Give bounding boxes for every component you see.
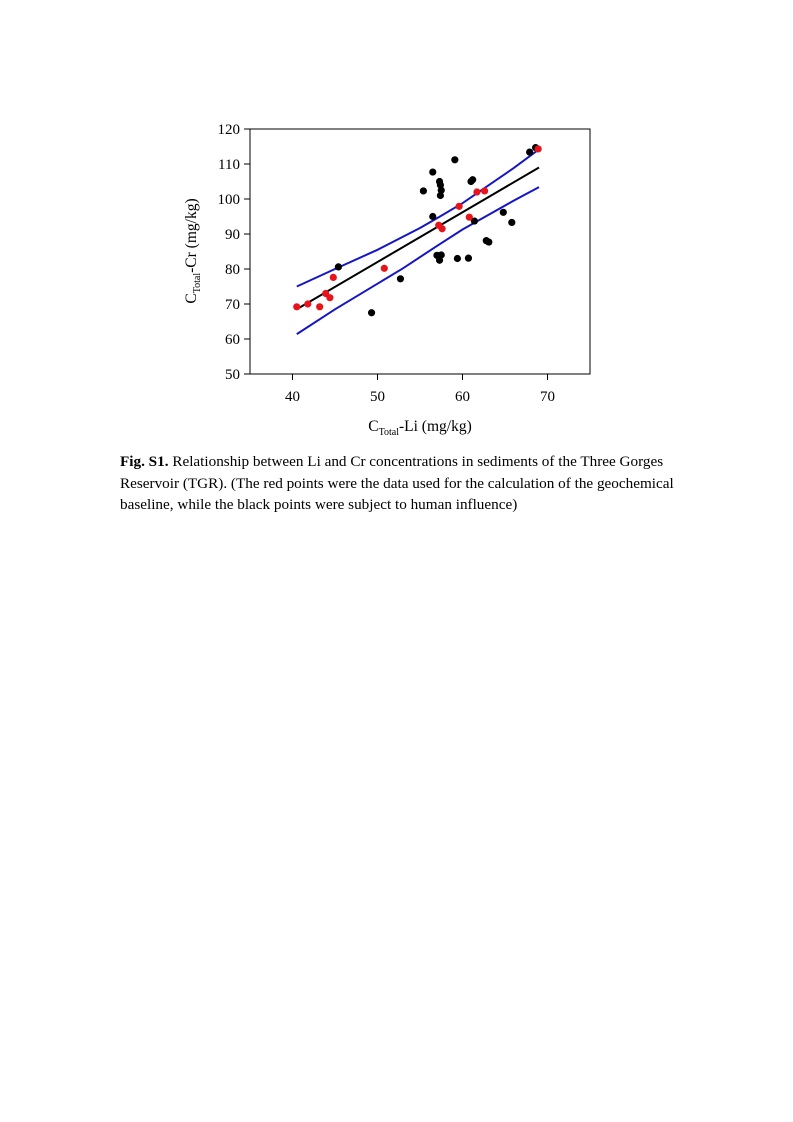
confidence-band-group bbox=[297, 149, 539, 334]
figure-caption-text: Relationship between Li and Cr concentrations in sediments of the Three Gorges Reservoir (TGR). (The red points were the data used for the calculation of the geochemical baseline, while the black points were subject to human influence) bbox=[120, 453, 674, 513]
human-influenced-point bbox=[438, 251, 445, 258]
y-tick-label: 110 bbox=[218, 157, 240, 173]
baseline-point bbox=[326, 294, 333, 301]
baseline-point bbox=[381, 265, 388, 272]
figure-caption bbox=[120, 451, 680, 516]
human-influenced-point bbox=[437, 192, 444, 199]
y-axis-title-rest: -Cr (mg/kg) bbox=[183, 198, 200, 273]
human-influenced-point bbox=[429, 213, 436, 220]
human-influenced-point bbox=[397, 275, 404, 282]
baseline-point bbox=[473, 188, 480, 195]
baseline-point bbox=[330, 274, 337, 281]
baseline-point bbox=[481, 187, 488, 194]
x-axis-title bbox=[368, 418, 472, 438]
human-influenced-point bbox=[508, 219, 515, 226]
human-influenced-point bbox=[429, 168, 436, 175]
x-tick-label: 60 bbox=[455, 389, 470, 405]
regression-line bbox=[297, 168, 539, 310]
human-influenced-point bbox=[485, 238, 492, 245]
y-axis-title bbox=[183, 198, 203, 303]
x-axis bbox=[285, 374, 555, 405]
y-tick-label: 90 bbox=[225, 227, 240, 243]
x-tick-label: 70 bbox=[540, 389, 555, 405]
y-tick-label: 120 bbox=[217, 122, 240, 138]
human-influenced-point bbox=[500, 209, 507, 216]
human-influenced-point bbox=[420, 187, 427, 194]
baseline-point bbox=[456, 203, 463, 210]
human-influenced-point bbox=[465, 255, 472, 262]
human-influenced-point bbox=[368, 309, 375, 316]
x-tick-label: 50 bbox=[370, 389, 385, 405]
y-tick-label: 50 bbox=[225, 367, 240, 383]
y-tick-label: 100 bbox=[217, 192, 240, 208]
human-influenced-point bbox=[526, 149, 533, 156]
y-tick-label: 70 bbox=[225, 297, 240, 313]
y-tick-label: 80 bbox=[225, 262, 240, 278]
confidence-band-upper bbox=[297, 149, 539, 286]
y-axis-title-sub: Total bbox=[192, 272, 203, 294]
baseline-point bbox=[535, 145, 542, 152]
baseline-point bbox=[316, 303, 323, 310]
x-tick-label: 40 bbox=[285, 389, 300, 405]
y-axis-title-main: C bbox=[183, 293, 200, 304]
x-axis-title-main: C bbox=[368, 418, 379, 435]
y-tick-label: 60 bbox=[225, 332, 240, 348]
x-axis-title-sub: Total bbox=[378, 427, 399, 438]
human-influenced-point bbox=[451, 156, 458, 163]
y-axis bbox=[218, 122, 251, 383]
baseline-point bbox=[304, 300, 311, 307]
plot-area-frame bbox=[250, 129, 590, 374]
baseline-point bbox=[466, 214, 473, 221]
baseline-point bbox=[293, 303, 300, 310]
regression-line-group bbox=[297, 168, 539, 310]
baseline-point bbox=[439, 225, 446, 232]
figure-label: Fig. S1. bbox=[120, 453, 169, 470]
human-influenced-point bbox=[335, 263, 342, 270]
human-influenced-point bbox=[454, 255, 461, 262]
x-axis-title-rest: -Li (mg/kg) bbox=[399, 418, 472, 435]
human-influenced-point bbox=[469, 176, 476, 183]
